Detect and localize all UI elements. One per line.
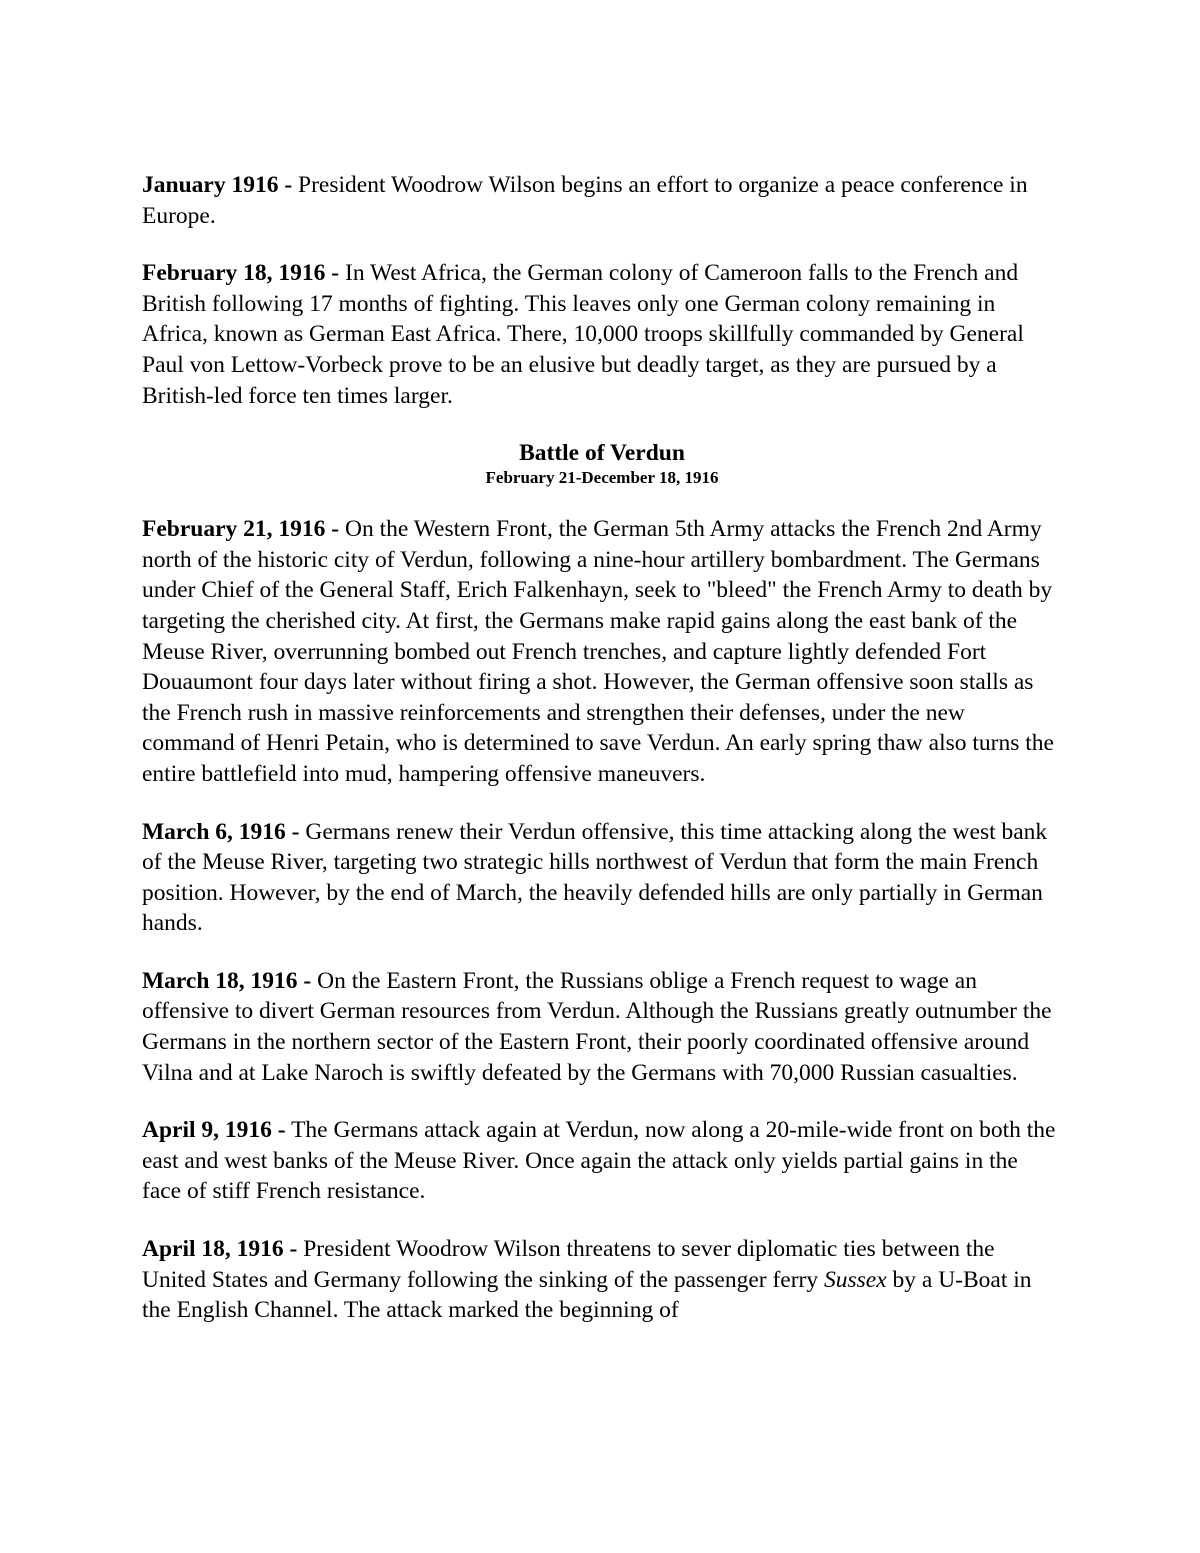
timeline-entry — [142, 966, 1062, 1088]
entry-date: March 6, 1916 - — [142, 818, 300, 845]
timeline-entry — [142, 1115, 1062, 1207]
timeline-entry — [142, 817, 1062, 939]
document-page — [142, 170, 1062, 1353]
entry-date: January 1916 - — [142, 172, 293, 198]
ship-name: Sussex — [823, 1266, 887, 1293]
entry-text-continued: by a U-Boat in the English Channel. The attack marked the beginning of — [142, 1266, 1032, 1324]
entry-date: April 9, 1916 - — [142, 1117, 286, 1144]
timeline-entry — [142, 1234, 1062, 1326]
timeline-entry — [142, 514, 1062, 789]
entry-date: February 21, 1916 - — [142, 516, 340, 543]
entry-text: The Germans attack again at Verdun, now along a 20-mile-wide front on both the east and west banks of the Meuse River. Once again the attack only yields partial gains in the face of stiff French resistance. — [142, 1117, 1056, 1205]
entry-text: On the Western Front, the German 5th Army attacks the French 2nd Army north of the historic city of Verdun, following a nine-hour artillery bombardment. The Germans under Chief of the General Staff, Erich Falkenhayn, seek to "bleed" the French Army to death by targeting the cherished city. At first, the Germans make rapid gains along the east bank of the Meuse River, overrunning bombed out French trenches, and capture lightly defended Fort Douaumont four days later without firing a shot. However, the German offensive soon stalls as the French rush in massive reinforcements and strengthen their defenses, under the new command of Henri Petain, who is determined to save Verdun. An early spring thaw also turns the entire battlefield into mud, hampering offensive maneuvers. — [142, 516, 1054, 787]
timeline-entry — [142, 170, 1062, 231]
entry-text: On the Eastern Front, the Russians oblige a French request to wage an offensive to divert German resources from Verdun. Although the Russians greatly outnumber the Germans in the northern sector of the Eastern Front, their poorly coordinated offensive around Vilna and at Lake Naroch is swiftly defeated by the Germans with 70,000 Russian casualties. — [142, 967, 1052, 1086]
entry-text: In West Africa, the German colony of Cameroon falls to the French and British following 17 months of fighting. This leaves only one German colony remaining in Africa, known as German East Africa. There, 10,000 troops skillfully commanded by General Paul von Lettow-Vorbeck prove to be an elusive but deadly target, as they are pursued by a British-led force ten times larger. — [142, 260, 1024, 409]
section-subtitle: February 21-December 18, 1916 — [485, 468, 719, 488]
entry-date: March 18, 1916 - — [142, 967, 312, 994]
entry-date: February 18, 1916 - — [142, 260, 340, 287]
entry-text: President Woodrow Wilson begins an effort to organize a peace conference in Europe. — [142, 172, 1028, 229]
timeline-entry — [142, 258, 1062, 411]
entry-text: President Woodrow Wilson threatens to sever diplomatic ties between the United States and Germany following the sinking of the passenger ferry — [142, 1236, 995, 1293]
entry-text: Germans renew their Verdun offensive, this time attacking along the west bank of the Meuse River, targeting two strategic hills northwest of Verdun that form the main French position. However, by the end of March, the heavily defended hills are only partially in German hands. — [142, 818, 1048, 937]
entry-date: April 18, 1916 - — [142, 1236, 298, 1263]
section-title: Battle of Verdun — [519, 440, 685, 467]
